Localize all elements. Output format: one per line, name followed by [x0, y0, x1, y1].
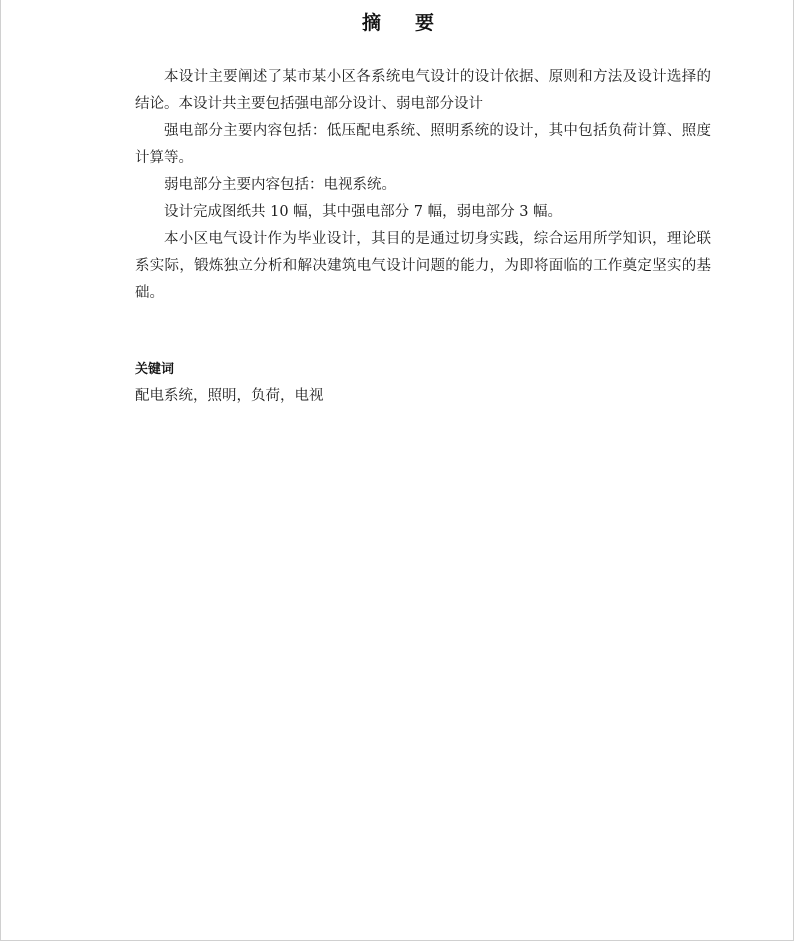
title-char-1: 摘: [361, 12, 381, 34]
title-char-2: 要: [415, 12, 435, 34]
abstract-paragraph-3: 弱电部分主要内容包括：电视系统。: [164, 177, 396, 193]
abstract-paragraph-4: 设计完成图纸共 10 幅，其中强电部分 7 幅，弱电部分 3 幅。: [164, 204, 563, 220]
keywords-heading: 关键词: [135, 362, 175, 377]
abstract-paragraph-1: 本设计主要阐述了某市某小区各系统电气设计的设计依据、原则和方法及设计选择的结论。本设计共主要包括强电部分设计、弱电部分设计: [135, 69, 711, 112]
abstract-paragraph-2: 强电部分主要内容包括：低压配电系统、照明系统的设计，其中包括负荷计算、照度计算等。: [135, 123, 711, 166]
abstract-body: [135, 64, 711, 307]
page-title: [1, 8, 794, 35]
abstract-paragraph-5: 本小区电气设计作为毕业设计，其目的是通过切身实践，综合运用所学知识，理论联系实际，锻炼独立分析和解决建筑电气设计问题的能力，为即将面临的工作奠定坚实的基础。: [135, 231, 711, 301]
keywords-list: 配电系统，照明，负荷，电视: [135, 388, 324, 404]
